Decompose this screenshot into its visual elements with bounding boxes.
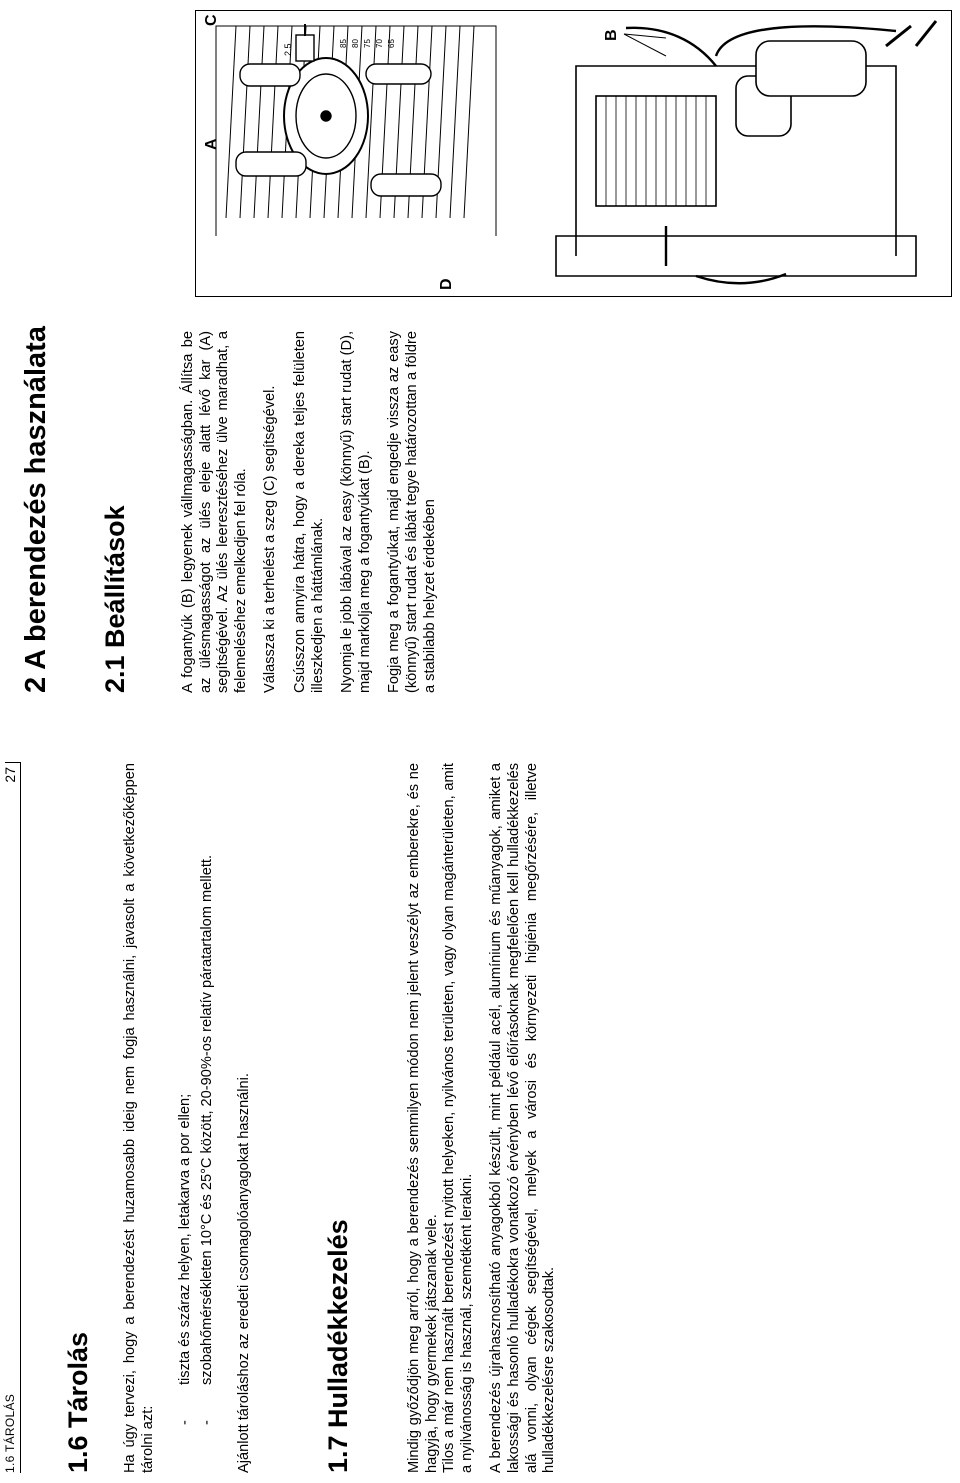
running-header-section: 1.6 TÁROLÁS [3,1393,17,1473]
settings-body [180,331,451,693]
bullet-dash: - [198,1420,215,1425]
callout-D: D [438,278,455,290]
callout-C: C [203,14,220,26]
callout-A: A [203,138,220,150]
section-title-storage: 1.6 Tárolás [63,1331,93,1473]
list-item [177,765,195,1425]
section-title-waste: 1.7 Hulladékkezelés [323,1219,353,1473]
storage-bullet-list [177,765,221,1425]
waste-body [406,763,571,1473]
header-rule [20,763,21,1473]
peg-label: 2.5 [283,43,293,56]
machine-overview [556,21,936,283]
paragraph: A fogantyúk (B) legyenek vállmagasságban. Állítsa be az ülésmagasságot az ülés eleje alatt lévő kar (A) segítségével. Az ülés leeresztéséhez ülve maradhat, a felemeléséhez emelkedjen fel róla. [180,331,249,693]
paragraph: Válassza ki a terhelést a szeg (C) segítségével. [262,385,279,693]
section-title-settings: 2.1 Beállítások [100,505,130,693]
bullet-dash: - [177,1420,193,1425]
scale-label: 75 [363,39,372,48]
storage-intro: Ha úgy tervezi, hogy a berendezést huzamosabb ideig nem fogja használni, javasolt a következőképpen tárolni azt: [122,763,156,1473]
machine-figure [195,10,952,297]
list-item [199,765,217,1425]
header-rule-tick [5,762,21,763]
paragraph: Tilos a már nem használt berendezést nyitott helyeken, nyilvános területen, vagy olyan magánterületen, amit a nyilvánosság is használ, szemétként lerakni. [441,763,475,1473]
machine-illustration [196,11,951,296]
chapter-title: 2 A berendezés használata [20,326,52,693]
bullet-text: tiszta és száraz helyen, letakarva a por ellen; [177,1093,193,1385]
callout-B: B [603,29,620,41]
paragraph: A berendezés újrahasznosítható anyagokból készült, mint például acél, alumínium és műanyagok, amiket a lakossági és hasonló hulladékokra vonatkozó érvényben lévő előírásoknak megfelelően kell hulladékkezelés alá vonni, olyan cégek segítségével, melyek a városi és környezeti higiénia megőrzésére, illetve hulladékkezelésre szakosodtak. [488,763,558,1473]
scale-label: 85 [339,39,348,48]
paragraph: Nyomja le jobb lábával az easy (könnyű) start rudat (D), majd markolja meg a fogantyúkat (B). [339,331,373,693]
storage-note: Ajánlott tároláshoz az eredeti csomagolóanyagokat használni. [236,1073,252,1473]
paragraph: Mindig győződjön meg arról, hogy a berendezés semmilyen módon nem jelent veszélyt az emberekre, és ne hagyja, hogy gyermekek játszanak vele. [406,763,440,1473]
scale-label: 70 [375,39,384,48]
bullet-text: szobahőmérsékleten 10°C és 25°C között, 20-90%-os relatív páratartalom mellett. [198,855,215,1385]
scale-label: 80 [351,39,360,48]
page-number: 27 [2,767,18,783]
paragraph: Fogja meg a fogantyúkat, majd engedje vissza az easy (könnyű) start rudat és lábát tegye határozottan a földre a stabilabb helyzet érdekében [386,331,438,693]
paragraph: Csússzon annyira hátra, hogy a dereka teljes felületen illeszkedjen a háttámlának. [291,331,326,693]
scale-label: 65 [387,39,396,48]
weight-stack-detail [216,24,496,236]
